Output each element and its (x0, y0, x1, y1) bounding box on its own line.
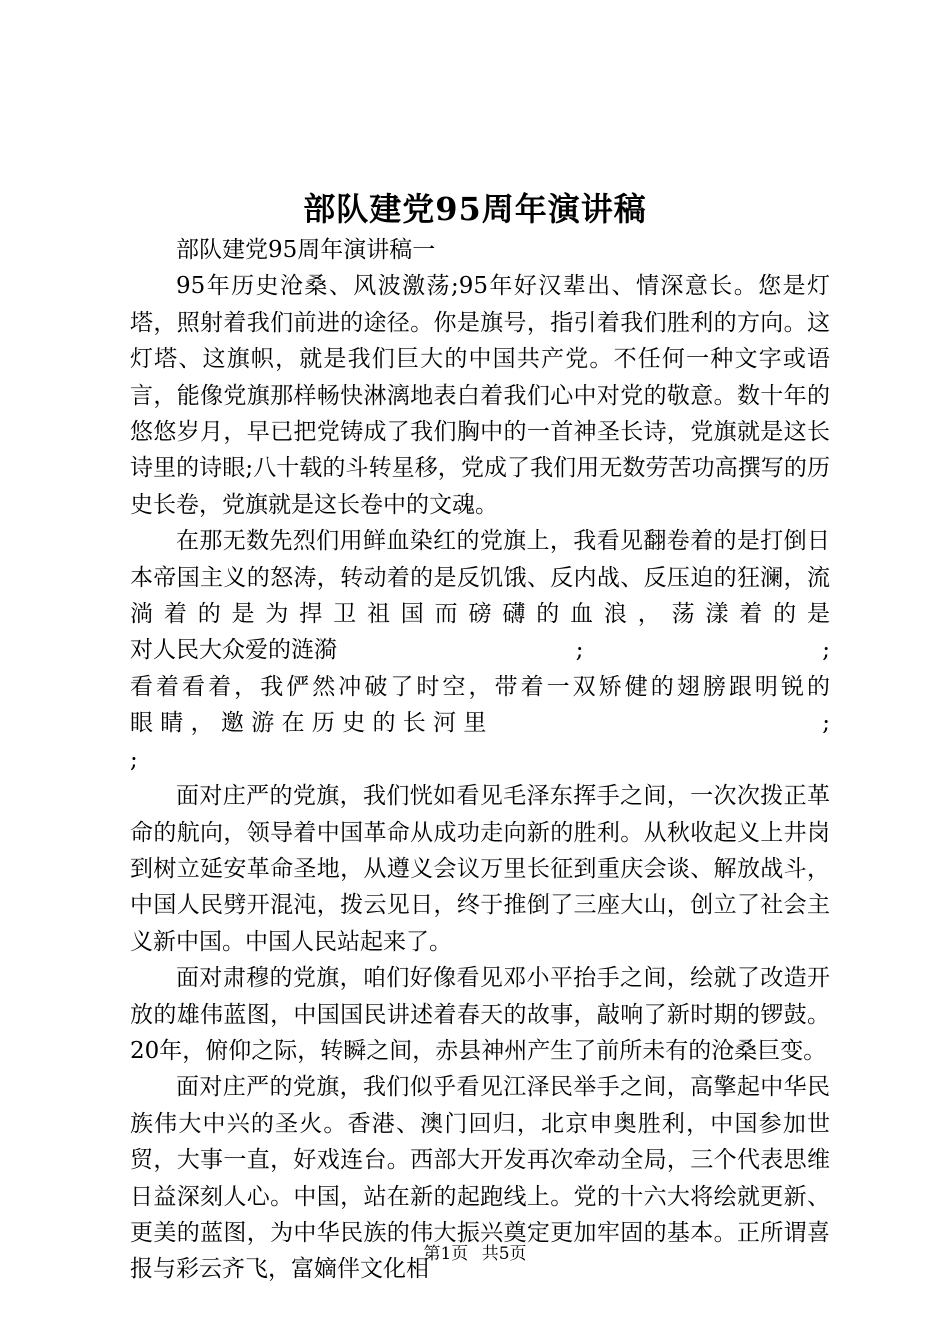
spread-line-1-left: 对人民大众爱的涟漪 (130, 637, 337, 664)
spread-line-2 (130, 705, 830, 741)
paragraph-1: 95年历史沧桑、风波激荡;95年好汉辈出、情深意长。您是灯塔，照射着我们前进的途径。你是旗号，指引着我们胜利的方向。这灯塔、这旗帜，就是我们巨大的中国共产党。不任何一种文字或语言，能像党旗那样畅快淋漓地表白着我们心中对党的敬意。数十年的悠悠岁月，早已把党铸成了我们胸中的一首神圣长诗，党旗就是这长诗里的诗眼;八十载的斗转星移，党成了我们用无数劳苦功高撰写的历史长卷，党旗就是这长卷中的文魂。 (130, 273, 830, 518)
spread-line-2-right: ; (822, 710, 830, 737)
page-number: 第1页 (423, 1244, 469, 1264)
page-total: 共5页 (481, 1244, 527, 1264)
paragraph-6: 面对庄严的党旗，我们似乎看见江泽民举手之间，高擎起中华民族伟大中兴的圣火。香港、澳门回归，北京申奥胜利，中国参加世贸，大事一直，好戏连台。西部大开发再次牵动全局，三个代表思维日益深刻人心。中国，站在新的起跑线上。党的十六大将绘就更新、更美的蓝图，为中华民族的伟大振兴奠定更加牢固的基本。正所谓喜报与彩云齐飞，富嫡伴文化相 (130, 1074, 830, 1283)
spread-line-1-mid: ; (575, 637, 584, 664)
lone-semicolon: ; (130, 746, 138, 773)
paragraph-5: 面对肃穆的党旗，咱们好像看见邓小平抬手之间，绘就了改造开放的雄伟蓝图，中国国民讲述着春天的故事，敲响了新时期的锣鼓。20年，俯仰之际，转瞬之间，赤县神州产生了前所未有的沧桑巨变。 (130, 965, 830, 1064)
paragraph-4: 面对庄严的党旗，我们恍如看见毛泽东挥手之间，一次次拨正革命的航向，领导着中国革命从成功走向新的胜利。从秋收起义上井岗到树立延安革命圣地，从遵义会议万里长征到重庆会谈、解放战斗，中国人民劈开混沌，拨云见日，终于推倒了三座大山，创立了社会主义新中国。中国人民站起来了。 (130, 783, 830, 955)
page-footer (0, 1242, 950, 1266)
spread-line-1-right: ; (822, 637, 830, 664)
paragraph-3: 看着看着，我俨然冲破了时空，带着一双矫健的翅膀跟明锐的 (130, 673, 830, 700)
paragraph-2: 在那无数先烈们用鲜血染红的党旗上，我看见翻卷着的是打倒日本帝国主义的怒涛，转动着的是反饥饿、反内战、反压迫的狂澜，流淌着的是为捍卫祖国而磅礴的血浪，荡漾着的是 (130, 528, 830, 628)
spread-line-1 (130, 632, 830, 668)
document-title: 部队建党95周年演讲稿 (303, 190, 647, 228)
spread-line-2-left: 眼 睛 ， 邀 游 在 历 史 的 长 河 里 (130, 710, 487, 737)
subtitle-line: 部队建党95周年演讲稿一 (176, 237, 436, 263)
document-body (130, 232, 830, 1288)
